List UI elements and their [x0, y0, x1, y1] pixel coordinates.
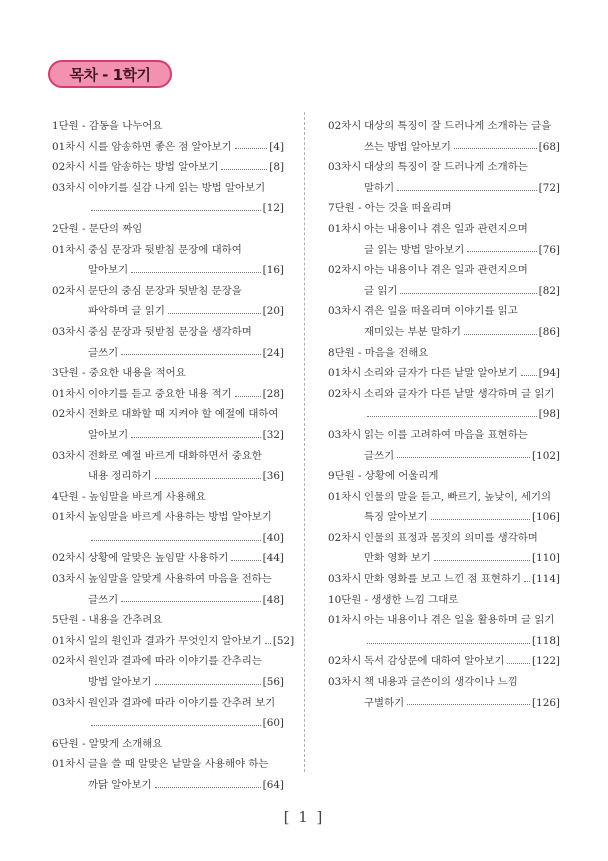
unit-heading-text: 10단원 - 생생한 느낌 그대로 — [328, 593, 459, 606]
toc-entry — [328, 610, 560, 631]
page-ref: [86] — [538, 325, 560, 338]
lesson-title: 독서 감상문에 대하여 알아보기 — [364, 655, 505, 668]
unit-heading-text: 7단원 - 아는 것을 떠올리며 — [328, 202, 452, 215]
lesson-title: 중심 문장과 뒷받침 문장을 생각하며 — [88, 325, 252, 338]
dot-leader — [407, 704, 530, 705]
lesson-label: 03차시 — [328, 305, 362, 318]
lesson-title: 일의 원인과 결과가 무엇인지 알아보기 — [88, 634, 262, 647]
lesson-title: 아는 내용이나 겪은 일과 관련지으며 — [364, 222, 528, 235]
entry-leader — [364, 363, 560, 384]
page-ref: [122] — [532, 655, 560, 668]
page-ref: [114] — [532, 573, 560, 586]
entry-leader — [88, 528, 284, 549]
entry-leader — [88, 713, 284, 734]
lesson-title: 대상의 특징이 잘 드러나게 소개하는 — [364, 161, 528, 174]
entry-leader — [364, 322, 560, 343]
unit-heading — [328, 343, 560, 364]
lesson-title-continued: 재미있는 부분 말하기 — [364, 325, 461, 338]
lesson-title-continued: 글쓰기 — [88, 346, 119, 359]
unit-heading-text: 8단원 - 마음을 전해요 — [328, 346, 429, 359]
lesson-label: 01차시 — [52, 758, 86, 771]
lesson-title-continued: 구별하기 — [364, 696, 405, 709]
entry-leader — [88, 260, 284, 281]
dot-leader — [464, 334, 537, 335]
dot-leader — [155, 478, 261, 479]
toc-entry — [328, 528, 560, 549]
toc-entry — [328, 384, 560, 405]
toc-entry-continuation — [52, 590, 284, 611]
entry-leader — [88, 631, 295, 652]
lesson-label: 01차시 — [328, 367, 362, 380]
lesson-title-continued: 특징 알아보기 — [364, 511, 428, 524]
lesson-title: 읽는 이를 고려하여 마음을 표현하는 — [364, 428, 528, 441]
toc-entry — [52, 137, 284, 158]
dot-leader — [521, 375, 537, 376]
entry-leader — [88, 343, 284, 364]
page-number: [ 1 ] — [283, 808, 325, 826]
unit-heading — [52, 487, 284, 508]
entry-leader — [364, 693, 560, 714]
toc-entry-continuation — [328, 548, 560, 569]
page-ref: [12] — [262, 202, 284, 215]
toc-entry — [328, 651, 560, 672]
toc-entry-continuation — [328, 507, 560, 528]
unit-heading-text: 1단원 - 감동을 나누어요 — [52, 120, 163, 132]
dot-leader — [434, 560, 530, 561]
lesson-label: 02차시 — [328, 655, 362, 668]
page-ref: [40] — [262, 531, 284, 544]
dot-leader — [121, 601, 261, 602]
lesson-title: 높임말을 바르게 사용하는 방법 알아보기 — [88, 511, 272, 524]
lesson-label: 01차시 — [328, 614, 362, 627]
toc-entry — [328, 363, 560, 384]
page-ref: [60] — [262, 717, 284, 730]
page-ref: [44] — [262, 552, 284, 565]
unit-heading-text: 5단원 - 내용을 간추려요 — [52, 614, 163, 627]
lesson-label: 03차시 — [52, 449, 86, 462]
toc-entry — [328, 569, 560, 590]
lesson-title: 인물의 말을 듣고, 빠르기, 높낮이, 세기의 — [364, 490, 552, 503]
dot-leader — [397, 190, 537, 191]
lesson-title: 문단의 중심 문장과 뒷받침 문장을 — [88, 284, 242, 297]
lesson-title-continued: 알아보기 — [88, 428, 129, 441]
entry-leader — [364, 651, 560, 672]
toc-entry — [52, 157, 284, 178]
lesson-title-continued: 내용 정리하기 — [88, 470, 152, 483]
toc-entry — [52, 404, 284, 425]
page-ref: [4] — [269, 140, 284, 153]
dot-leader — [367, 643, 530, 644]
dot-leader — [507, 663, 530, 664]
toc-entry-continuation — [52, 260, 284, 281]
page-ref: [76] — [538, 243, 560, 256]
toc-entry-continuation — [328, 631, 560, 652]
lesson-title: 글을 쓸 때 알맞은 낱말을 사용해야 하는 — [88, 758, 269, 771]
page-ref: [118] — [532, 634, 560, 647]
lesson-label: 01차시 — [52, 387, 86, 400]
dot-leader — [91, 725, 261, 726]
toc-entry — [52, 651, 284, 672]
dot-leader — [221, 169, 267, 170]
toc-entry — [52, 384, 284, 405]
toc-entry-continuation — [328, 446, 560, 467]
toc-entry — [52, 178, 284, 199]
unit-heading — [328, 198, 560, 219]
toc-entry-continuation — [52, 775, 284, 796]
page-ref: [20] — [262, 305, 284, 318]
toc-entry-continuation — [328, 322, 560, 343]
lesson-title: 원인과 결과에 따라 이야기를 간추리는 — [88, 655, 262, 668]
dot-leader — [265, 643, 271, 644]
lesson-label: 03차시 — [328, 573, 362, 586]
unit-heading — [52, 734, 284, 755]
toc-entry — [328, 116, 560, 137]
lesson-label: 02차시 — [52, 161, 86, 174]
lesson-title: 시를 암송하면 좋은 점 알아보기 — [88, 140, 232, 153]
entry-leader — [364, 137, 560, 158]
lesson-label: 02차시 — [328, 120, 362, 132]
lesson-title-continued: 쓰는 방법 알아보기 — [364, 140, 451, 153]
page-ref: [82] — [538, 284, 560, 297]
dot-leader — [91, 540, 261, 541]
entry-leader — [364, 240, 560, 261]
lesson-title: 중심 문장과 뒷받침 문장에 대하여 — [88, 243, 242, 256]
lesson-title: 아는 내용이나 겪은 일을 활용하며 글 읽기 — [364, 614, 555, 627]
toc-entry-continuation — [52, 672, 284, 693]
toc-entry — [52, 240, 284, 261]
unit-heading — [52, 363, 284, 384]
unit-heading-text: 9단원 - 상황에 어울리게 — [328, 470, 439, 483]
entry-leader — [364, 631, 560, 652]
dot-leader — [431, 519, 531, 520]
page-ref: [68] — [538, 140, 560, 153]
unit-heading — [328, 466, 560, 487]
entry-leader — [364, 507, 560, 528]
unit-heading — [52, 219, 284, 240]
toc-left-column — [52, 116, 295, 796]
page-ref: [126] — [532, 696, 560, 709]
dot-leader — [235, 396, 261, 397]
dot-leader — [168, 313, 261, 314]
unit-heading — [328, 590, 560, 611]
toc-entry-continuation — [52, 425, 284, 446]
dot-leader — [91, 210, 261, 211]
dot-leader — [454, 148, 537, 149]
lesson-title-continued: 말하기 — [364, 181, 395, 194]
entry-leader — [88, 775, 284, 796]
lesson-label: 02차시 — [328, 387, 362, 400]
page-ref: [28] — [262, 387, 284, 400]
toc-entry-continuation — [52, 343, 284, 364]
lesson-label: 01차시 — [328, 490, 362, 503]
lesson-title-continued: 만화 영화 보기 — [364, 552, 431, 565]
entry-leader — [364, 404, 560, 425]
toc-entry-continuation — [328, 178, 560, 199]
entry-leader — [364, 548, 560, 569]
unit-heading — [52, 116, 284, 137]
lesson-label: 03차시 — [52, 181, 86, 194]
entry-leader — [88, 198, 284, 219]
lesson-title: 시를 암송하는 방법 알아보기 — [88, 161, 219, 174]
dot-leader — [467, 251, 536, 252]
lesson-label: 03차시 — [328, 676, 362, 689]
toc-entry — [52, 754, 284, 775]
toc-entry — [328, 301, 560, 322]
lesson-title-continued: 방법 알아보기 — [88, 676, 152, 689]
lesson-title: 겪은 일을 떠올리며 이야기를 읽고 — [364, 305, 518, 318]
dot-leader — [155, 787, 261, 788]
toc-entry — [52, 322, 284, 343]
lesson-title: 대상의 특징이 잘 드러나게 소개하는 글을 — [364, 120, 552, 132]
lesson-title: 이야기를 실감 나게 읽는 방법 알아보기 — [88, 181, 266, 194]
page-ref: [8] — [269, 161, 284, 174]
lesson-title: 아는 내용이나 겪은 일과 관련지으며 — [364, 264, 528, 277]
entry-leader — [88, 137, 284, 158]
entry-leader — [364, 281, 560, 302]
toc-entry-continuation — [52, 301, 284, 322]
entry-leader — [88, 548, 284, 569]
lesson-label: 02차시 — [52, 655, 86, 668]
page-ref: [106] — [532, 511, 560, 524]
entry-leader — [88, 157, 284, 178]
toc-entry-continuation — [52, 466, 284, 487]
page-ref: [98] — [538, 408, 560, 421]
toc-entry — [52, 693, 284, 714]
dot-leader — [400, 293, 536, 294]
page-ref: [32] — [262, 428, 284, 441]
column-divider — [304, 112, 305, 772]
lesson-label: 03차시 — [52, 573, 86, 586]
entry-leader — [364, 569, 560, 590]
page-ref: [64] — [262, 779, 284, 791]
entry-leader — [88, 425, 284, 446]
lesson-label: 01차시 — [52, 243, 86, 256]
lesson-label: 03차시 — [52, 325, 86, 338]
toc-entry — [52, 569, 284, 590]
lesson-label: 01차시 — [328, 222, 362, 235]
lesson-title: 인물의 표정과 몸짓의 의미를 생각하며 — [364, 531, 538, 544]
toc-entry — [52, 446, 284, 467]
entry-leader — [88, 466, 284, 487]
entry-leader — [88, 301, 284, 322]
toc-entry — [328, 672, 560, 693]
lesson-label: 03차시 — [328, 428, 362, 441]
unit-heading — [52, 610, 284, 631]
lesson-label: 02차시 — [328, 531, 362, 544]
lesson-title: 이야기를 듣고 중요한 내용 적기 — [88, 387, 232, 400]
toc-entry-continuation — [328, 693, 560, 714]
toc-entry — [52, 507, 284, 528]
unit-heading-text: 6단원 - 알맞게 소개해요 — [52, 737, 163, 750]
page-ref: [102] — [532, 449, 560, 462]
unit-heading-text: 4단원 - 높임말을 바르게 사용해요 — [52, 490, 206, 503]
lesson-label: 01차시 — [52, 634, 86, 647]
lesson-label: 02차시 — [52, 284, 86, 297]
dot-leader — [131, 437, 261, 438]
lesson-title: 만화 영화를 보고 느낀 점 표현하기 — [364, 573, 522, 586]
page-ref: [16] — [262, 264, 284, 277]
dot-leader — [397, 457, 530, 458]
toc-entry — [52, 631, 295, 652]
lesson-label: 03차시 — [328, 161, 362, 174]
lesson-label: 02차시 — [52, 408, 86, 421]
lesson-title-continued: 글쓰기 — [364, 449, 395, 462]
lesson-title: 높임말을 알맞게 사용하여 마음을 전하는 — [88, 573, 272, 586]
entry-leader — [88, 672, 284, 693]
toc-entry — [328, 487, 560, 508]
toc-entry-continuation — [328, 240, 560, 261]
lesson-title: 원인과 결과에 따라 이야기를 간추려 보기 — [88, 696, 276, 709]
lesson-title: 소리와 글자가 다른 낱말 생각하며 글 읽기 — [364, 387, 555, 400]
dot-leader — [155, 684, 261, 685]
toc-entry — [328, 425, 560, 446]
toc-entry-continuation — [52, 713, 284, 734]
page-ref: [110] — [532, 552, 560, 565]
dot-leader — [231, 560, 260, 561]
page-ref: [36] — [262, 470, 284, 483]
toc-entry-continuation — [52, 198, 284, 219]
toc-entry-continuation — [328, 281, 560, 302]
lesson-label: 03차시 — [52, 696, 86, 709]
toc-entry-continuation — [52, 528, 284, 549]
lesson-title: 전화로 예절 바르게 대화하면서 중요한 — [88, 449, 262, 462]
toc-entry-continuation — [328, 137, 560, 158]
toc-right-column — [328, 116, 560, 713]
lesson-label: 01차시 — [52, 511, 86, 524]
lesson-title: 전화로 대화할 때 지켜야 할 예절에 대하여 — [88, 408, 279, 421]
unit-heading-text: 3단원 - 중요한 내용을 적어요 — [52, 367, 186, 380]
lesson-title-continued: 글 읽기 — [364, 284, 398, 297]
lesson-title: 책 내용과 글쓴이의 생각이나 느낌 — [364, 676, 518, 689]
dot-leader — [367, 416, 537, 417]
lesson-title: 소리와 글자가 다른 낱말 알아보기 — [364, 367, 518, 380]
lesson-title-continued: 글 읽는 방법 알아보기 — [364, 243, 465, 256]
toc-title-badge — [48, 60, 172, 88]
toc-entry — [52, 281, 284, 302]
lesson-label: 01차시 — [52, 140, 86, 153]
toc-entry — [328, 260, 560, 281]
entry-leader — [88, 384, 284, 405]
toc-title: 목차 - 1학기 — [69, 65, 151, 84]
page-ref: [52] — [272, 634, 295, 647]
page-ref: [72] — [538, 181, 560, 194]
page-ref: [24] — [262, 346, 284, 359]
lesson-title-continued: 까닭 알아보기 — [88, 779, 152, 791]
lesson-label: 02차시 — [52, 552, 86, 565]
page-ref: [48] — [262, 593, 284, 606]
dot-leader — [131, 272, 261, 273]
page-ref: [56] — [262, 676, 284, 689]
lesson-title: 상황에 알맞은 높임말 사용하기 — [88, 552, 229, 565]
dot-leader — [524, 581, 530, 582]
lesson-title-continued: 글쓰기 — [88, 593, 119, 606]
toc-entry-continuation — [328, 404, 560, 425]
entry-leader — [88, 590, 284, 611]
lesson-title-continued: 파악하며 글 읽기 — [88, 305, 165, 318]
unit-heading-text: 2단원 - 문단의 짜임 — [52, 222, 143, 235]
dot-leader — [235, 148, 268, 149]
entry-leader — [364, 446, 560, 467]
dot-leader — [121, 354, 261, 355]
page-ref: [94] — [538, 367, 560, 380]
toc-entry — [52, 548, 284, 569]
toc-entry — [328, 219, 560, 240]
lesson-title-continued: 알아보기 — [88, 264, 129, 277]
toc-entry — [328, 157, 560, 178]
entry-leader — [364, 178, 560, 199]
lesson-label: 02차시 — [328, 264, 362, 277]
